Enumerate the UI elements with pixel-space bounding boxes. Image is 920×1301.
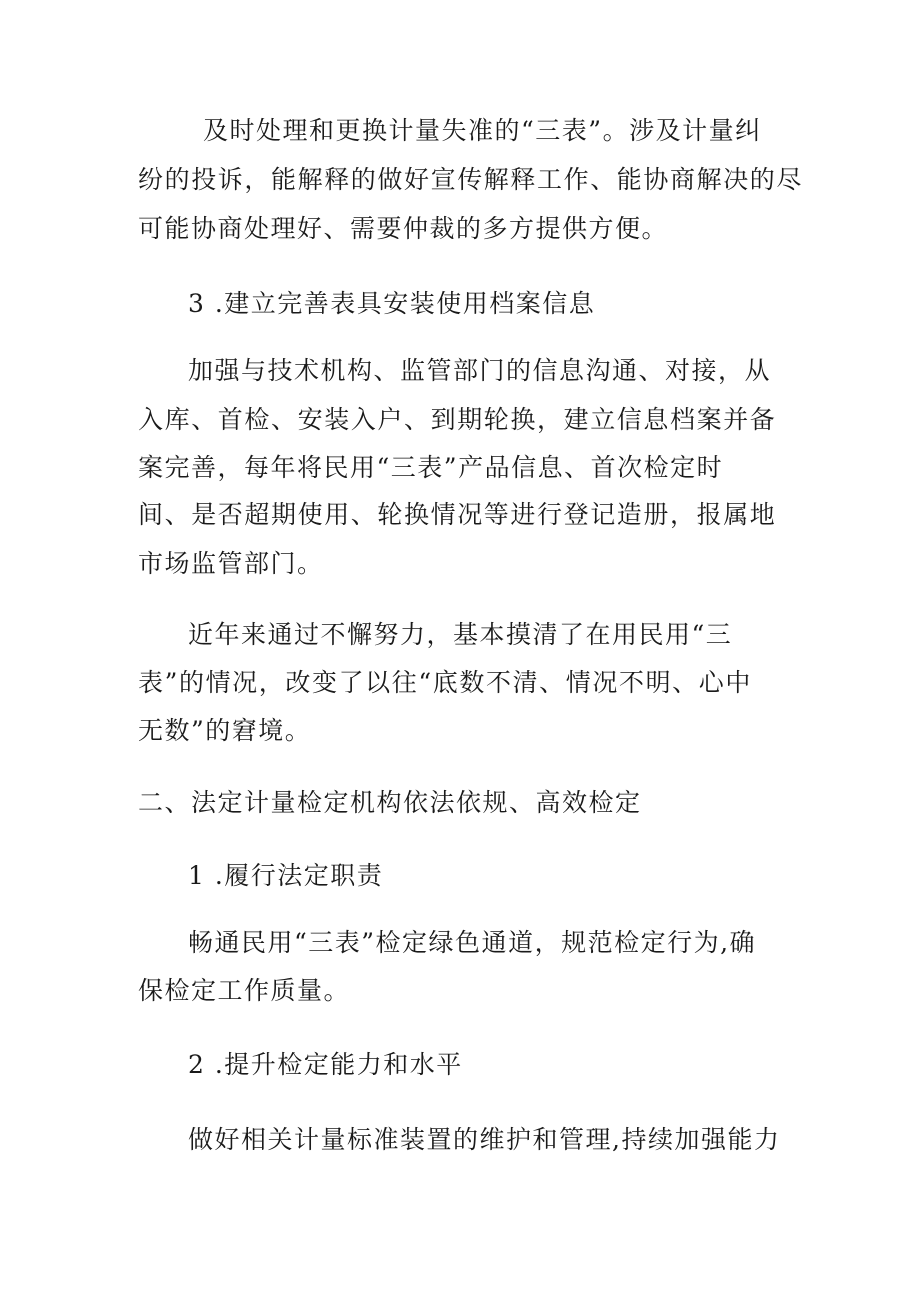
paragraph-line: 畅通民用“三表”检定绿色通道，规范检定行为,确 [188, 928, 757, 957]
chapter-heading-2: 二、法定计量检定机构依法依规、高效检定 [138, 788, 642, 817]
paragraph-line: 做好相关计量标准装置的维护和管理,持续加强能力 [188, 1125, 781, 1154]
paragraph-line: 及时处理和更换计量失准的“三表”。涉及计量纠 [203, 116, 762, 145]
paragraph-line: 无数”的窘境。 [138, 716, 312, 745]
paragraph-line: 市场监管部门。 [138, 549, 324, 578]
paragraph-line: 保检定工作质量。 [138, 976, 351, 1005]
paragraph-line: 表”的情况，改变了以往“底数不清、情况不明、心中 [138, 668, 752, 697]
section-heading-2: 2 .提升检定能力和水平 [188, 1050, 463, 1079]
paragraph-line: 案完善，每年将民用“三表”产品信息、首次检定时 [138, 453, 724, 482]
section-heading-1: 1 .履行法定职责 [188, 861, 384, 890]
paragraph-line: 近年来通过不懈努力，基本摸清了在用民用“三 [188, 620, 733, 649]
paragraph-line: 间、是否超期使用、轮换情况等进行登记造册，报属地 [138, 500, 777, 529]
paragraph-line: 纷的投诉，能解释的做好宣传解释工作、能协商解决的尽 [138, 165, 804, 194]
paragraph-line: 加强与技术机构、监管部门的信息沟通、对接，从 [188, 356, 772, 385]
section-heading-3: 3 .建立完善表具安装使用档案信息 [188, 289, 596, 318]
paragraph-line: 入库、首检、安装入户、到期轮换，建立信息档案并备 [138, 405, 777, 434]
paragraph-line: 可能协商处理好、需要仲裁的多方提供方便。 [138, 214, 669, 243]
